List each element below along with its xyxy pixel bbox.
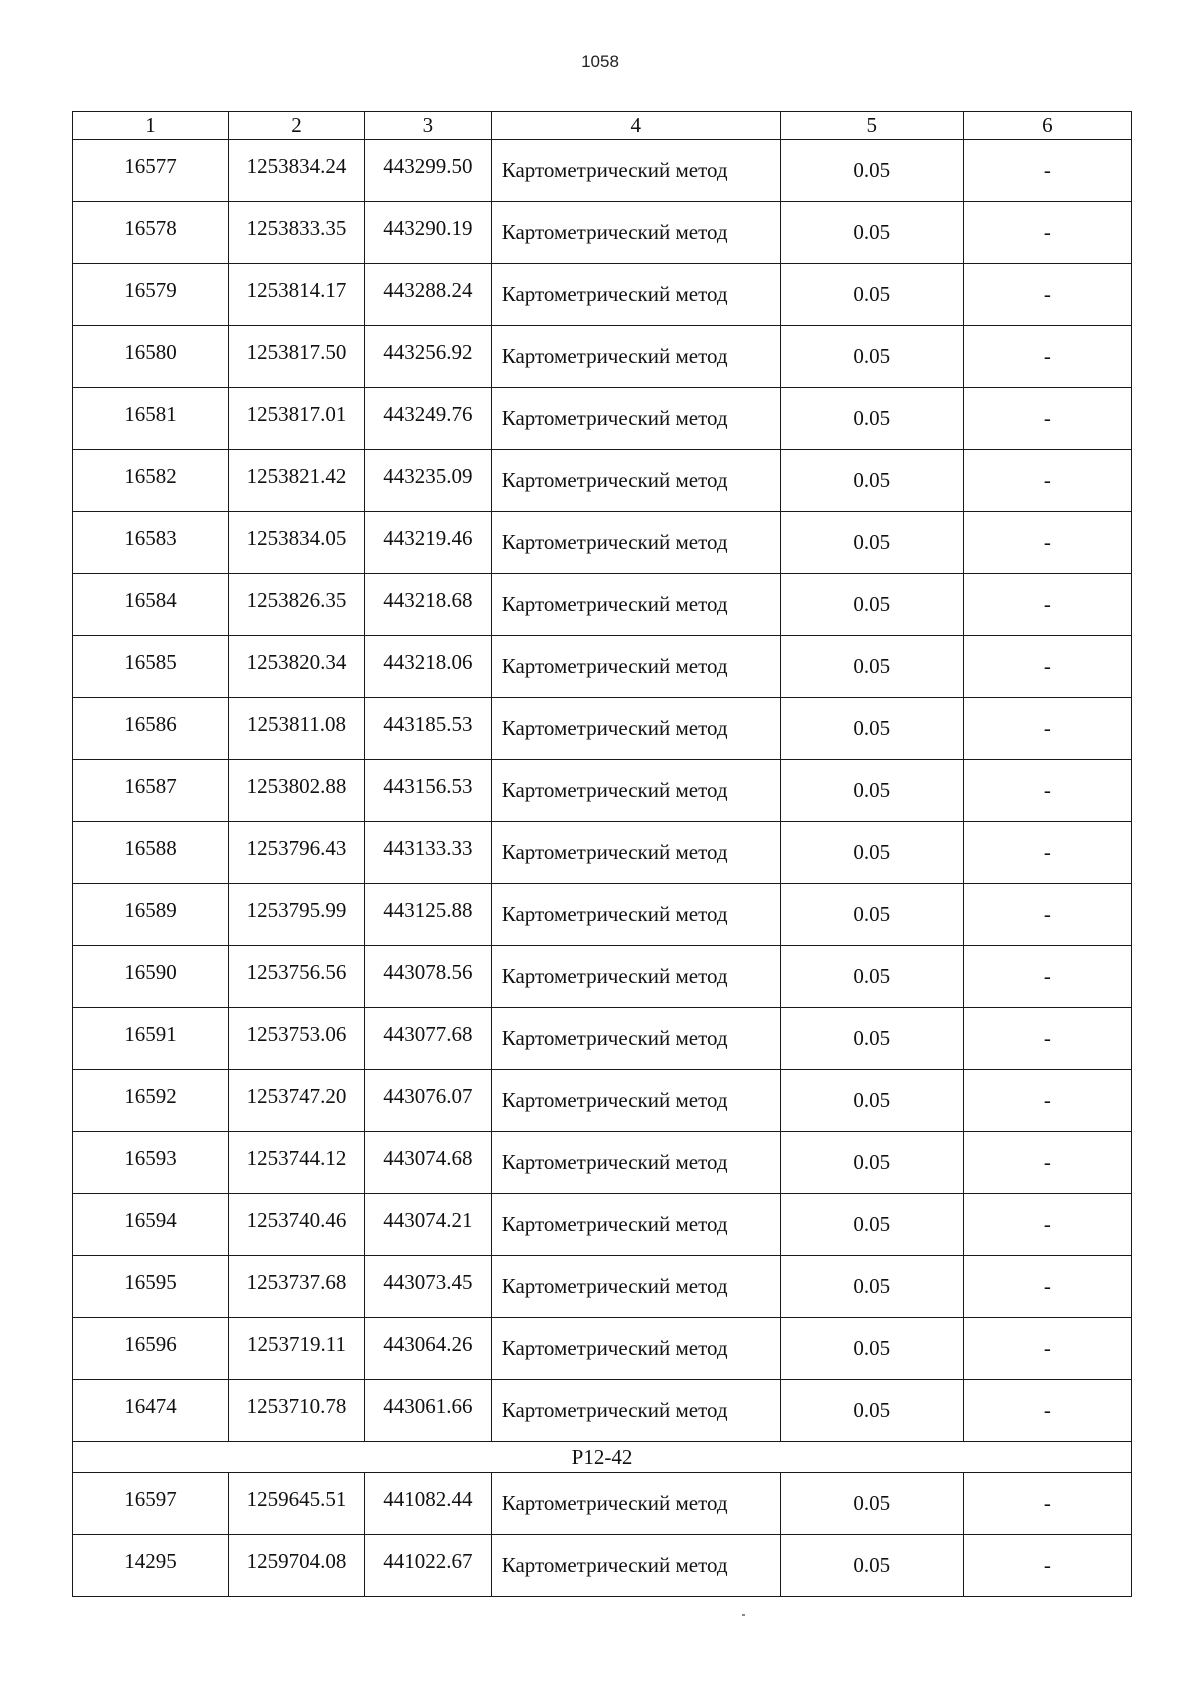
- note-cell: -: [963, 574, 1131, 636]
- y-coordinate-cell: 441082.44: [364, 1473, 491, 1535]
- accuracy-cell: 0.05: [780, 326, 963, 388]
- method-cell: Картометрический метод: [491, 1380, 780, 1442]
- accuracy-cell: 0.05: [780, 450, 963, 512]
- note-cell: -: [963, 202, 1131, 264]
- table-body: [73, 140, 1132, 1597]
- point-number-cell: 16581: [73, 388, 229, 450]
- method-cell: Картометрический метод: [491, 574, 780, 636]
- method-cell: Картометрический метод: [491, 326, 780, 388]
- accuracy-cell: 0.05: [780, 946, 963, 1008]
- note-cell: -: [963, 760, 1131, 822]
- y-coordinate-cell: 443185.53: [364, 698, 491, 760]
- header-cell-5: 5: [780, 112, 963, 140]
- note-cell: -: [963, 698, 1131, 760]
- x-coordinate-cell: 1253737.68: [229, 1256, 365, 1318]
- y-coordinate-cell: 443061.66: [364, 1380, 491, 1442]
- x-coordinate-cell: 1253747.20: [229, 1070, 365, 1132]
- point-number-cell: 16592: [73, 1070, 229, 1132]
- y-coordinate-cell: 443218.68: [364, 574, 491, 636]
- note-cell: -: [963, 264, 1131, 326]
- method-cell: Картометрический метод: [491, 1070, 780, 1132]
- table-row: [73, 326, 1132, 388]
- accuracy-cell: 0.05: [780, 884, 963, 946]
- note-cell: -: [963, 884, 1131, 946]
- table-row: [73, 1473, 1132, 1535]
- y-coordinate-cell: 441022.67: [364, 1535, 491, 1597]
- x-coordinate-cell: 1253740.46: [229, 1194, 365, 1256]
- method-cell: Картометрический метод: [491, 1194, 780, 1256]
- accuracy-cell: 0.05: [780, 1132, 963, 1194]
- y-coordinate-cell: 443288.24: [364, 264, 491, 326]
- method-cell: Картометрический метод: [491, 636, 780, 698]
- accuracy-cell: 0.05: [780, 1256, 963, 1318]
- note-cell: -: [963, 1256, 1131, 1318]
- method-cell: Картометрический метод: [491, 264, 780, 326]
- y-coordinate-cell: 443074.21: [364, 1194, 491, 1256]
- point-number-cell: 16582: [73, 450, 229, 512]
- point-number-cell: 16597: [73, 1473, 229, 1535]
- x-coordinate-cell: 1253826.35: [229, 574, 365, 636]
- accuracy-cell: 0.05: [780, 140, 963, 202]
- x-coordinate-cell: 1253796.43: [229, 822, 365, 884]
- table-row: [73, 450, 1132, 512]
- header-cell-1: 1: [73, 112, 229, 140]
- x-coordinate-cell: 1253820.34: [229, 636, 365, 698]
- table-row: [73, 698, 1132, 760]
- note-cell: -: [963, 1535, 1131, 1597]
- x-coordinate-cell: 1253753.06: [229, 1008, 365, 1070]
- header-cell-4: 4: [491, 112, 780, 140]
- table-row: [73, 884, 1132, 946]
- header-cell-2: 2: [229, 112, 365, 140]
- method-cell: Картометрический метод: [491, 884, 780, 946]
- method-cell: Картометрический метод: [491, 1473, 780, 1535]
- x-coordinate-cell: 1253795.99: [229, 884, 365, 946]
- y-coordinate-cell: 443156.53: [364, 760, 491, 822]
- point-number-cell: 14295: [73, 1535, 229, 1597]
- table-row: [73, 1256, 1132, 1318]
- x-coordinate-cell: 1253817.01: [229, 388, 365, 450]
- note-cell: -: [963, 140, 1131, 202]
- point-number-cell: 16588: [73, 822, 229, 884]
- table-row: [73, 1194, 1132, 1256]
- table-row: [73, 822, 1132, 884]
- accuracy-cell: 0.05: [780, 388, 963, 450]
- point-number-cell: 16590: [73, 946, 229, 1008]
- x-coordinate-cell: 1253802.88: [229, 760, 365, 822]
- x-coordinate-cell: 1253719.11: [229, 1318, 365, 1380]
- point-number-cell: 16577: [73, 140, 229, 202]
- y-coordinate-cell: 443218.06: [364, 636, 491, 698]
- method-cell: Картометрический метод: [491, 450, 780, 512]
- x-coordinate-cell: 1253814.17: [229, 264, 365, 326]
- x-coordinate-cell: 1253817.50: [229, 326, 365, 388]
- accuracy-cell: 0.05: [780, 1008, 963, 1070]
- y-coordinate-cell: 443125.88: [364, 884, 491, 946]
- point-number-cell: 16579: [73, 264, 229, 326]
- point-number-cell: 16580: [73, 326, 229, 388]
- point-number-cell: 16584: [73, 574, 229, 636]
- method-cell: Картометрический метод: [491, 1318, 780, 1380]
- method-cell: Картометрический метод: [491, 202, 780, 264]
- table-row: [73, 574, 1132, 636]
- method-cell: Картометрический метод: [491, 512, 780, 574]
- header-row: [73, 112, 1132, 140]
- note-cell: -: [963, 946, 1131, 1008]
- scan-speck: [742, 1614, 745, 1616]
- method-cell: Картометрический метод: [491, 1008, 780, 1070]
- point-number-cell: 16578: [73, 202, 229, 264]
- note-cell: -: [963, 1473, 1131, 1535]
- section-label: Р12-42: [73, 1442, 1132, 1473]
- x-coordinate-cell: 1259645.51: [229, 1473, 365, 1535]
- section-row: [73, 1442, 1132, 1473]
- y-coordinate-cell: 443077.68: [364, 1008, 491, 1070]
- x-coordinate-cell: 1253833.35: [229, 202, 365, 264]
- method-cell: Картометрический метод: [491, 1256, 780, 1318]
- y-coordinate-cell: 443064.26: [364, 1318, 491, 1380]
- point-number-cell: 16594: [73, 1194, 229, 1256]
- method-cell: Картометрический метод: [491, 388, 780, 450]
- note-cell: -: [963, 822, 1131, 884]
- y-coordinate-cell: 443074.68: [364, 1132, 491, 1194]
- note-cell: -: [963, 326, 1131, 388]
- point-number-cell: 16596: [73, 1318, 229, 1380]
- table-row: [73, 264, 1132, 326]
- y-coordinate-cell: 443235.09: [364, 450, 491, 512]
- y-coordinate-cell: 443249.76: [364, 388, 491, 450]
- header-cell-6: 6: [963, 112, 1131, 140]
- accuracy-cell: 0.05: [780, 1318, 963, 1380]
- point-number-cell: 16583: [73, 512, 229, 574]
- note-cell: -: [963, 636, 1131, 698]
- method-cell: Картометрический метод: [491, 1132, 780, 1194]
- accuracy-cell: 0.05: [780, 636, 963, 698]
- point-number-cell: 16589: [73, 884, 229, 946]
- method-cell: Картометрический метод: [491, 698, 780, 760]
- table-row: [73, 760, 1132, 822]
- accuracy-cell: 0.05: [780, 574, 963, 636]
- table-row: [73, 1318, 1132, 1380]
- method-cell: Картометрический метод: [491, 1535, 780, 1597]
- y-coordinate-cell: 443076.07: [364, 1070, 491, 1132]
- x-coordinate-cell: 1253834.05: [229, 512, 365, 574]
- table-row: [73, 388, 1132, 450]
- page-number: 1058: [581, 52, 619, 71]
- table-row: [73, 140, 1132, 202]
- accuracy-cell: 0.05: [780, 512, 963, 574]
- x-coordinate-cell: 1253821.42: [229, 450, 365, 512]
- y-coordinate-cell: 443299.50: [364, 140, 491, 202]
- note-cell: -: [963, 1380, 1131, 1442]
- accuracy-cell: 0.05: [780, 760, 963, 822]
- x-coordinate-cell: 1253710.78: [229, 1380, 365, 1442]
- x-coordinate-cell: 1259704.08: [229, 1535, 365, 1597]
- table-row: [73, 1535, 1132, 1597]
- method-cell: Картометрический метод: [491, 140, 780, 202]
- table-row: [73, 946, 1132, 1008]
- y-coordinate-cell: 443256.92: [364, 326, 491, 388]
- point-number-cell: 16595: [73, 1256, 229, 1318]
- note-cell: -: [963, 1194, 1131, 1256]
- note-cell: -: [963, 1318, 1131, 1380]
- coordinates-table: [72, 111, 1132, 1597]
- x-coordinate-cell: 1253756.56: [229, 946, 365, 1008]
- x-coordinate-cell: 1253744.12: [229, 1132, 365, 1194]
- method-cell: Картометрический метод: [491, 822, 780, 884]
- table-row: [73, 1132, 1132, 1194]
- accuracy-cell: 0.05: [780, 1473, 963, 1535]
- table-row: [73, 202, 1132, 264]
- y-coordinate-cell: 443078.56: [364, 946, 491, 1008]
- accuracy-cell: 0.05: [780, 698, 963, 760]
- table-row: [73, 1070, 1132, 1132]
- table-row: [73, 512, 1132, 574]
- point-number-cell: 16586: [73, 698, 229, 760]
- y-coordinate-cell: 443290.19: [364, 202, 491, 264]
- accuracy-cell: 0.05: [780, 1070, 963, 1132]
- method-cell: Картометрический метод: [491, 760, 780, 822]
- note-cell: -: [963, 388, 1131, 450]
- accuracy-cell: 0.05: [780, 202, 963, 264]
- accuracy-cell: 0.05: [780, 822, 963, 884]
- accuracy-cell: 0.05: [780, 1194, 963, 1256]
- x-coordinate-cell: 1253834.24: [229, 140, 365, 202]
- header-cell-3: 3: [364, 112, 491, 140]
- point-number-cell: 16587: [73, 760, 229, 822]
- table-row: [73, 636, 1132, 698]
- note-cell: -: [963, 1132, 1131, 1194]
- point-number-cell: 16593: [73, 1132, 229, 1194]
- y-coordinate-cell: 443073.45: [364, 1256, 491, 1318]
- point-number-cell: 16591: [73, 1008, 229, 1070]
- note-cell: -: [963, 450, 1131, 512]
- method-cell: Картометрический метод: [491, 946, 780, 1008]
- accuracy-cell: 0.05: [780, 264, 963, 326]
- point-number-cell: 16474: [73, 1380, 229, 1442]
- note-cell: -: [963, 1008, 1131, 1070]
- y-coordinate-cell: 443133.33: [364, 822, 491, 884]
- note-cell: -: [963, 1070, 1131, 1132]
- point-number-cell: 16585: [73, 636, 229, 698]
- accuracy-cell: 0.05: [780, 1535, 963, 1597]
- y-coordinate-cell: 443219.46: [364, 512, 491, 574]
- table-row: [73, 1380, 1132, 1442]
- x-coordinate-cell: 1253811.08: [229, 698, 365, 760]
- note-cell: -: [963, 512, 1131, 574]
- accuracy-cell: 0.05: [780, 1380, 963, 1442]
- table-row: [73, 1008, 1132, 1070]
